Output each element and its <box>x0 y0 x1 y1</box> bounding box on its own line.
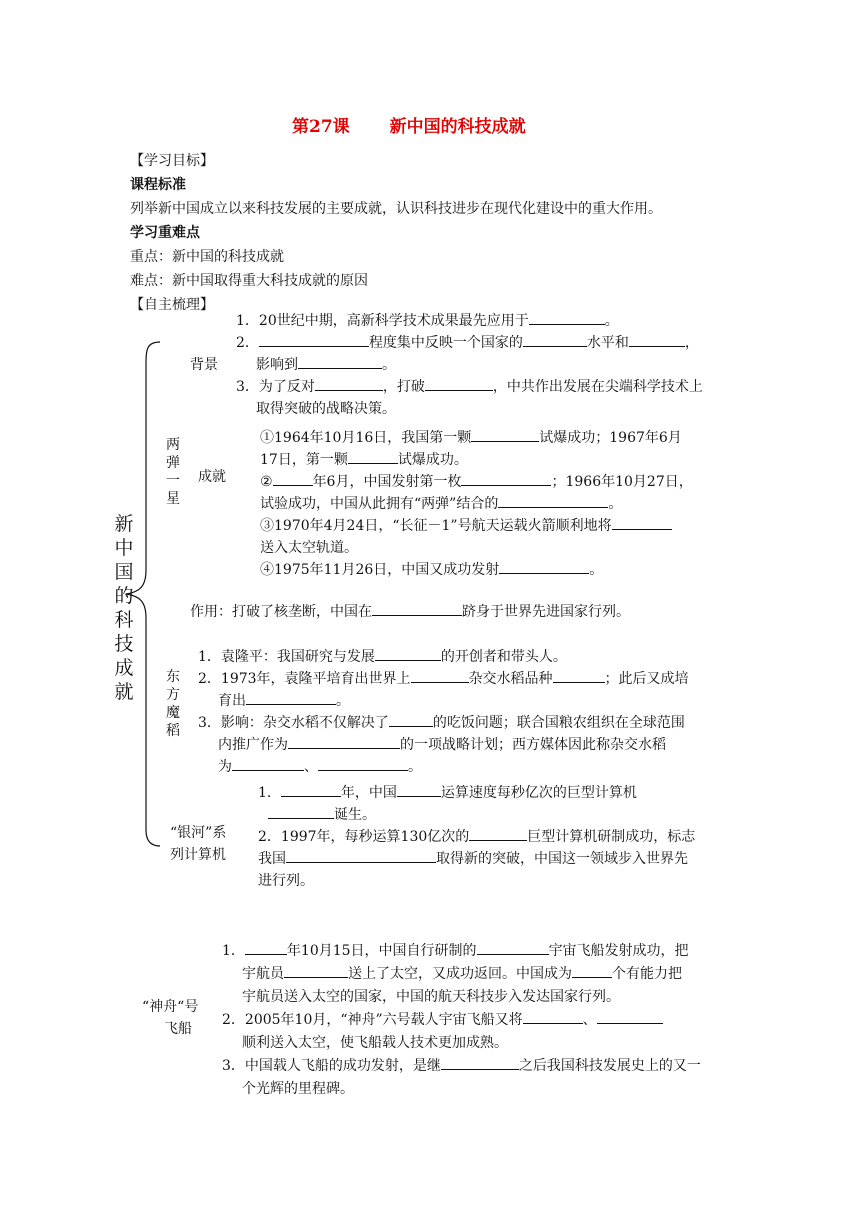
answer-blank[interactable] <box>498 493 608 508</box>
answer-blank[interactable] <box>572 963 612 978</box>
page-title: 第27课 新中国的科技成就 <box>292 117 526 137</box>
rice-line-3b: 内推广作为 的一项战略计划；西方媒体因此称杂交水稻 <box>218 734 666 756</box>
shenzhou-line-1: 1． 年10月15日，中国自行研制的 宇宙飞船发射成功，把 <box>222 940 689 962</box>
answer-blank[interactable] <box>288 734 400 749</box>
rice-line-2: 2．1973年，袁隆平培育出世界上 杂交水稻品种 ；此后又成培 <box>198 668 689 690</box>
bg-line-3b: 取得突破的战略决策。 <box>256 401 396 417</box>
answer-blank[interactable] <box>471 427 539 442</box>
effect-line: 作用：打破了核垄断，中国在 跻身于世界先进国家行列。 <box>190 601 630 623</box>
objectives-header: 【学习目标】 <box>130 153 214 169</box>
answer-blank[interactable] <box>523 332 587 347</box>
main-label: 新中国的科技成就 <box>114 513 134 703</box>
answer-blank[interactable] <box>523 1009 583 1024</box>
rice-line-3: 3．影响：杂交水稻不仅解决了 的吃饭问题；联合国粮农组织在全球范围 <box>198 712 685 734</box>
answer-blank[interactable] <box>553 668 605 683</box>
galaxy-line-1: 1． 年，中国 运算速度每秒亿次的巨型计算机 <box>258 782 637 804</box>
ach-line-1: ①1964年10月16日，我国第一颗 试爆成功；1967年6月 <box>260 427 682 449</box>
galaxy-line-1b: 诞生。 <box>268 804 376 826</box>
answer-blank[interactable] <box>286 848 436 863</box>
answer-blank[interactable] <box>348 449 398 464</box>
answer-blank[interactable] <box>281 782 341 797</box>
bg-line-2b: 影响到 。 <box>256 354 396 376</box>
answer-blank[interactable] <box>397 782 441 797</box>
answer-blank[interactable] <box>612 515 672 530</box>
difficulty-text: 难点：新中国取得重大科技成就的原因 <box>130 273 368 289</box>
galaxy-line-2b: 我国 取得新的突破，中国这一领域步入世界先 <box>258 848 688 870</box>
ach-line-2b: 试验成功，中国从此拥有“两弹”结合的 。 <box>260 493 622 515</box>
answer-blank[interactable] <box>411 668 469 683</box>
answer-blank[interactable] <box>597 1009 663 1024</box>
shenzhou-line-3: 3．中国载人飞船的成功发射，是继 之后我国科技发展史上的又一 <box>222 1055 701 1077</box>
ach-line-1b: 17日，第一颗 试爆成功。 <box>260 449 468 471</box>
review-header: 【自主梳理】 <box>130 297 214 313</box>
rice-line-3c: 为 、 。 <box>218 756 422 778</box>
bg-line-3: 3．为了反对 ，打破 ，中共作出发展在尖端科学技术上 <box>236 376 703 398</box>
answer-blank[interactable] <box>298 354 382 369</box>
bg-line-1: 1．20世纪中期，高新科学技术成果最先应用于 。 <box>236 310 619 332</box>
rice-line-1: 1．袁隆平：我国研究与发展 的开创者和带头人。 <box>198 646 567 668</box>
shenzhou-line-2: 2．2005年10月，“神舟”六号载人宇宙飞船又将 、 <box>222 1009 663 1031</box>
answer-blank[interactable] <box>246 690 336 705</box>
answer-blank[interactable] <box>477 940 549 955</box>
answer-blank[interactable] <box>441 1055 519 1070</box>
shenzhou-line-1c: 宇航员送入太空的国家，中国的航天科技步入发达国家行列。 <box>242 989 620 1005</box>
keypoints-header: 学习重难点 <box>130 225 200 241</box>
shenzhou-line-3b: 个光辉的里程碑。 <box>242 1081 354 1097</box>
standard-header: 课程标准 <box>130 177 186 193</box>
answer-blank[interactable] <box>372 601 462 616</box>
rice-label: 东方魔稻 <box>166 669 180 739</box>
answer-blank[interactable] <box>375 646 441 661</box>
answer-blank[interactable] <box>461 471 551 486</box>
galaxy-label-2: 列计算机 <box>170 847 226 863</box>
achievement-label: 成就 <box>198 469 226 485</box>
answer-blank[interactable] <box>232 756 304 771</box>
answer-blank[interactable] <box>268 804 334 819</box>
ach-line-3: ③1970年4月24日，“长征－1”号航天运载火箭顺利地将 <box>260 515 672 537</box>
shenzhou-label-2: 飞船 <box>164 1021 192 1037</box>
answer-blank[interactable] <box>469 826 527 841</box>
answer-blank[interactable] <box>245 940 287 955</box>
answer-blank[interactable] <box>389 712 433 727</box>
two-bombs-label: 两弹一星 <box>166 437 180 507</box>
rice-line-2b: 育出 。 <box>218 690 350 712</box>
answer-blank[interactable] <box>284 963 348 978</box>
answer-blank[interactable] <box>315 376 383 391</box>
galaxy-line-2c: 进行列。 <box>258 873 314 889</box>
standard-text: 列举新中国成立以来科技发展的主要成就，认识科技进步在现代化建设中的重大作用。 <box>130 201 662 217</box>
galaxy-label-1: “银河”系 <box>170 825 227 841</box>
ach-line-3b: 送入太空轨道。 <box>260 540 358 556</box>
answer-blank[interactable] <box>318 756 408 771</box>
answer-blank[interactable] <box>425 376 493 391</box>
galaxy-line-2: 2．1997年，每秒运算130亿次的 巨型计算机研制成功，标志 <box>258 826 695 848</box>
shenzhou-label-1: “神舟“号 <box>142 999 199 1015</box>
answer-blank[interactable] <box>499 559 589 574</box>
shenzhou-line-2b: 顺利送入太空，使飞船载人技术更加成熟。 <box>242 1035 508 1051</box>
background-label: 背景 <box>190 357 218 373</box>
answer-blank[interactable] <box>273 471 313 486</box>
ach-line-4: ④1975年11月26日，中国又成功发射 。 <box>260 559 603 581</box>
shenzhou-line-1b: 宇航员 送上了太空，又成功返回。中国成为 个有能力把 <box>242 963 682 985</box>
answer-blank[interactable] <box>529 310 605 325</box>
keypoint-text: 重点：新中国的科技成就 <box>130 249 284 265</box>
ach-line-2: ② 年6月，中国发射第一枚 ；1966年10月27日， <box>260 471 693 493</box>
bg-line-2: 2． 程度集中反映一个国家的 水平和 ， <box>236 332 699 354</box>
answer-blank[interactable] <box>629 332 685 347</box>
answer-blank[interactable] <box>259 332 369 347</box>
